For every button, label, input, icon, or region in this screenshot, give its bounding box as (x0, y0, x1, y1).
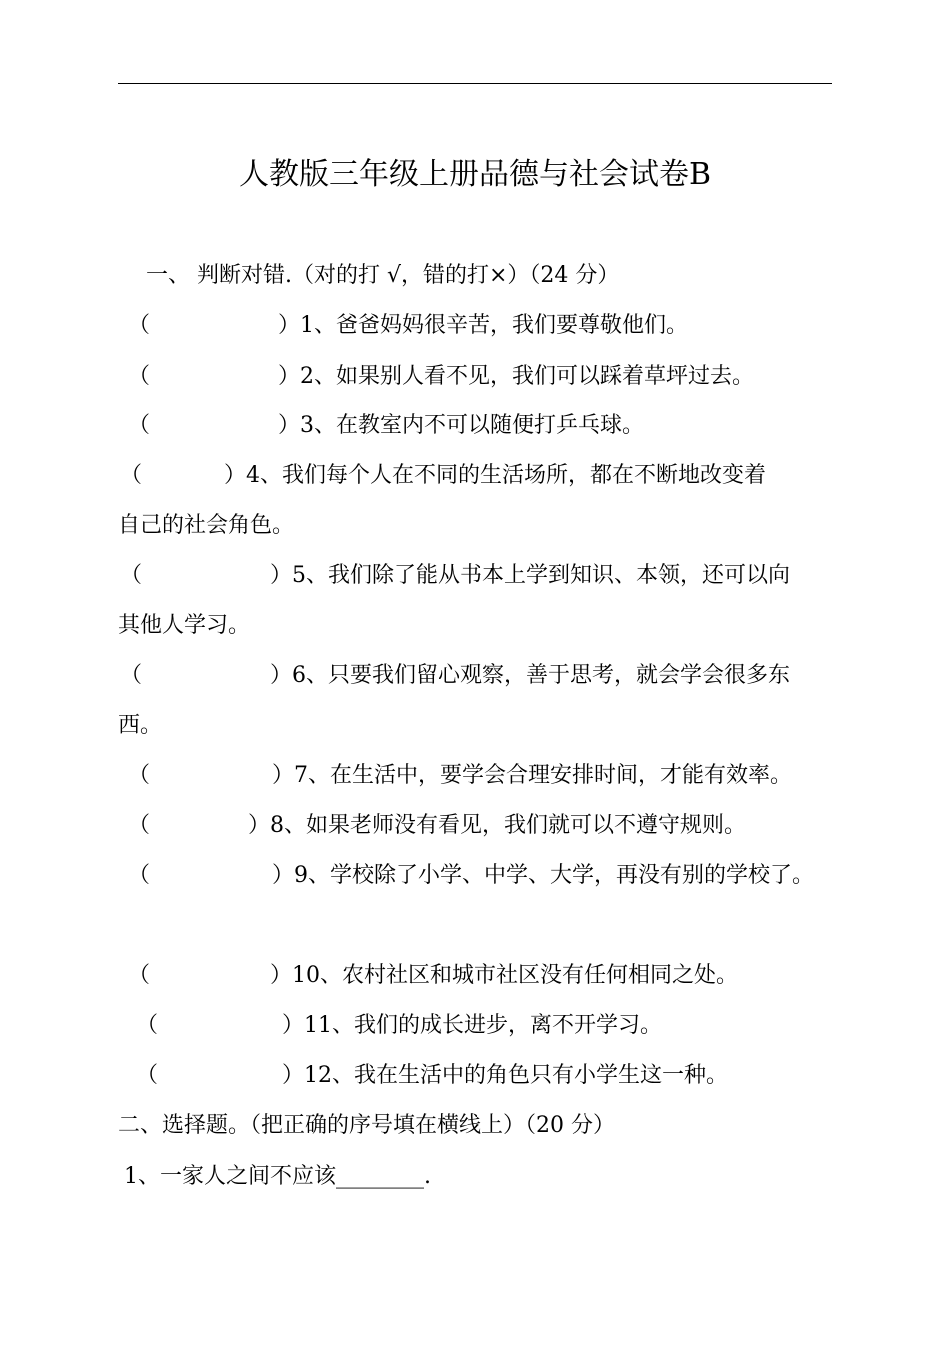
answer-blank-open[interactable]: （ (128, 313, 151, 338)
judge-item-4 (120, 461, 766, 491)
item-text: 4、我们每个人在不同的生活场所，都在不断地改变着 (246, 463, 767, 488)
top-rule (118, 83, 832, 84)
judge-item-5-continued: 其他人学习。 (118, 613, 251, 638)
item-text: 3、在教室内不可以随便打乒乓球。 (300, 413, 645, 438)
judge-item-4-continued: 自己的社会角色。 (118, 513, 295, 538)
item-text: 8、如果老师没有看见，我们就可以不遵守规则。 (270, 813, 747, 838)
answer-blank-close: ） (272, 763, 295, 788)
judge-item-3 (128, 411, 644, 441)
answer-blank-open[interactable]: （ (120, 663, 143, 688)
answer-blank-open[interactable]: （ (120, 463, 143, 488)
answer-blank-close: ） (278, 313, 301, 338)
answer-blank-close: ） (282, 1063, 305, 1088)
answer-blank-close: ） (270, 663, 293, 688)
item-text: 9、学校除了小学、中学、大学，再没有别的学校了。 (294, 863, 815, 888)
answer-blank-close: ） (272, 863, 295, 888)
item-text: 7、在生活中，要学会合理安排时间，才能有效率。 (294, 763, 793, 788)
judge-item-6 (120, 661, 790, 691)
answer-blank-close: ） (270, 963, 293, 988)
judge-item-12 (136, 1061, 728, 1091)
judge-item-1 (128, 311, 688, 341)
answer-blank-close: ） (278, 364, 301, 389)
answer-blank-close: ） (224, 463, 247, 488)
item-text: 5、我们除了能从书本上学到知识、本领，还可以向 (292, 563, 791, 588)
answer-blank-open[interactable]: （ (128, 763, 151, 788)
item-text: 10、农村社区和城市社区没有任何相同之处。 (292, 963, 739, 988)
answer-blank-open[interactable]: （ (128, 863, 151, 888)
section1-heading: 一、 判断对错.（对的打 √，错的打×）（24 分） (146, 263, 620, 288)
answer-blank-open[interactable]: （ (128, 963, 151, 988)
answer-blank-close: ） (278, 413, 301, 438)
answer-blank-open[interactable]: （ (128, 364, 151, 389)
answer-blank-open[interactable]: （ (128, 413, 151, 438)
judge-item-6-continued: 西。 (118, 713, 163, 738)
item-text: 6、只要我们留心观察，善于思考，就会学会很多东 (292, 663, 791, 688)
item-text: 2、如果别人看不见，我们可以踩着草坪过去。 (300, 364, 755, 389)
item-text: 11、我们的成长进步，离不开学习。 (304, 1013, 663, 1038)
answer-blank-close: ） (282, 1013, 305, 1038)
judge-item-7 (128, 761, 792, 791)
judge-item-5 (120, 561, 790, 591)
item-text: 1、爸爸妈妈很辛苦，我们要尊敬他们。 (300, 313, 689, 338)
answer-blank-open[interactable]: （ (128, 813, 151, 838)
answer-blank-open[interactable]: （ (136, 1013, 159, 1038)
answer-blank-open[interactable]: （ (120, 563, 143, 588)
judge-item-2 (128, 362, 754, 392)
choice-question-1: 1、一家人之间不应该________. (124, 1164, 431, 1189)
judge-item-10 (128, 961, 738, 991)
judge-item-9 (128, 861, 814, 891)
answer-blank-open[interactable]: （ (136, 1063, 159, 1088)
judge-item-11 (136, 1011, 662, 1041)
answer-blank-close: ） (248, 813, 271, 838)
item-text: 12、我在生活中的角色只有小学生这一种。 (304, 1063, 729, 1088)
answer-blank-close: ） (270, 563, 293, 588)
judge-item-8 (128, 811, 746, 841)
section2-heading: 二、选择题。（把正确的序号填在横线上）（20 分） (118, 1113, 615, 1138)
page-title: 人教版三年级上册品德与社会试卷B (238, 157, 712, 192)
